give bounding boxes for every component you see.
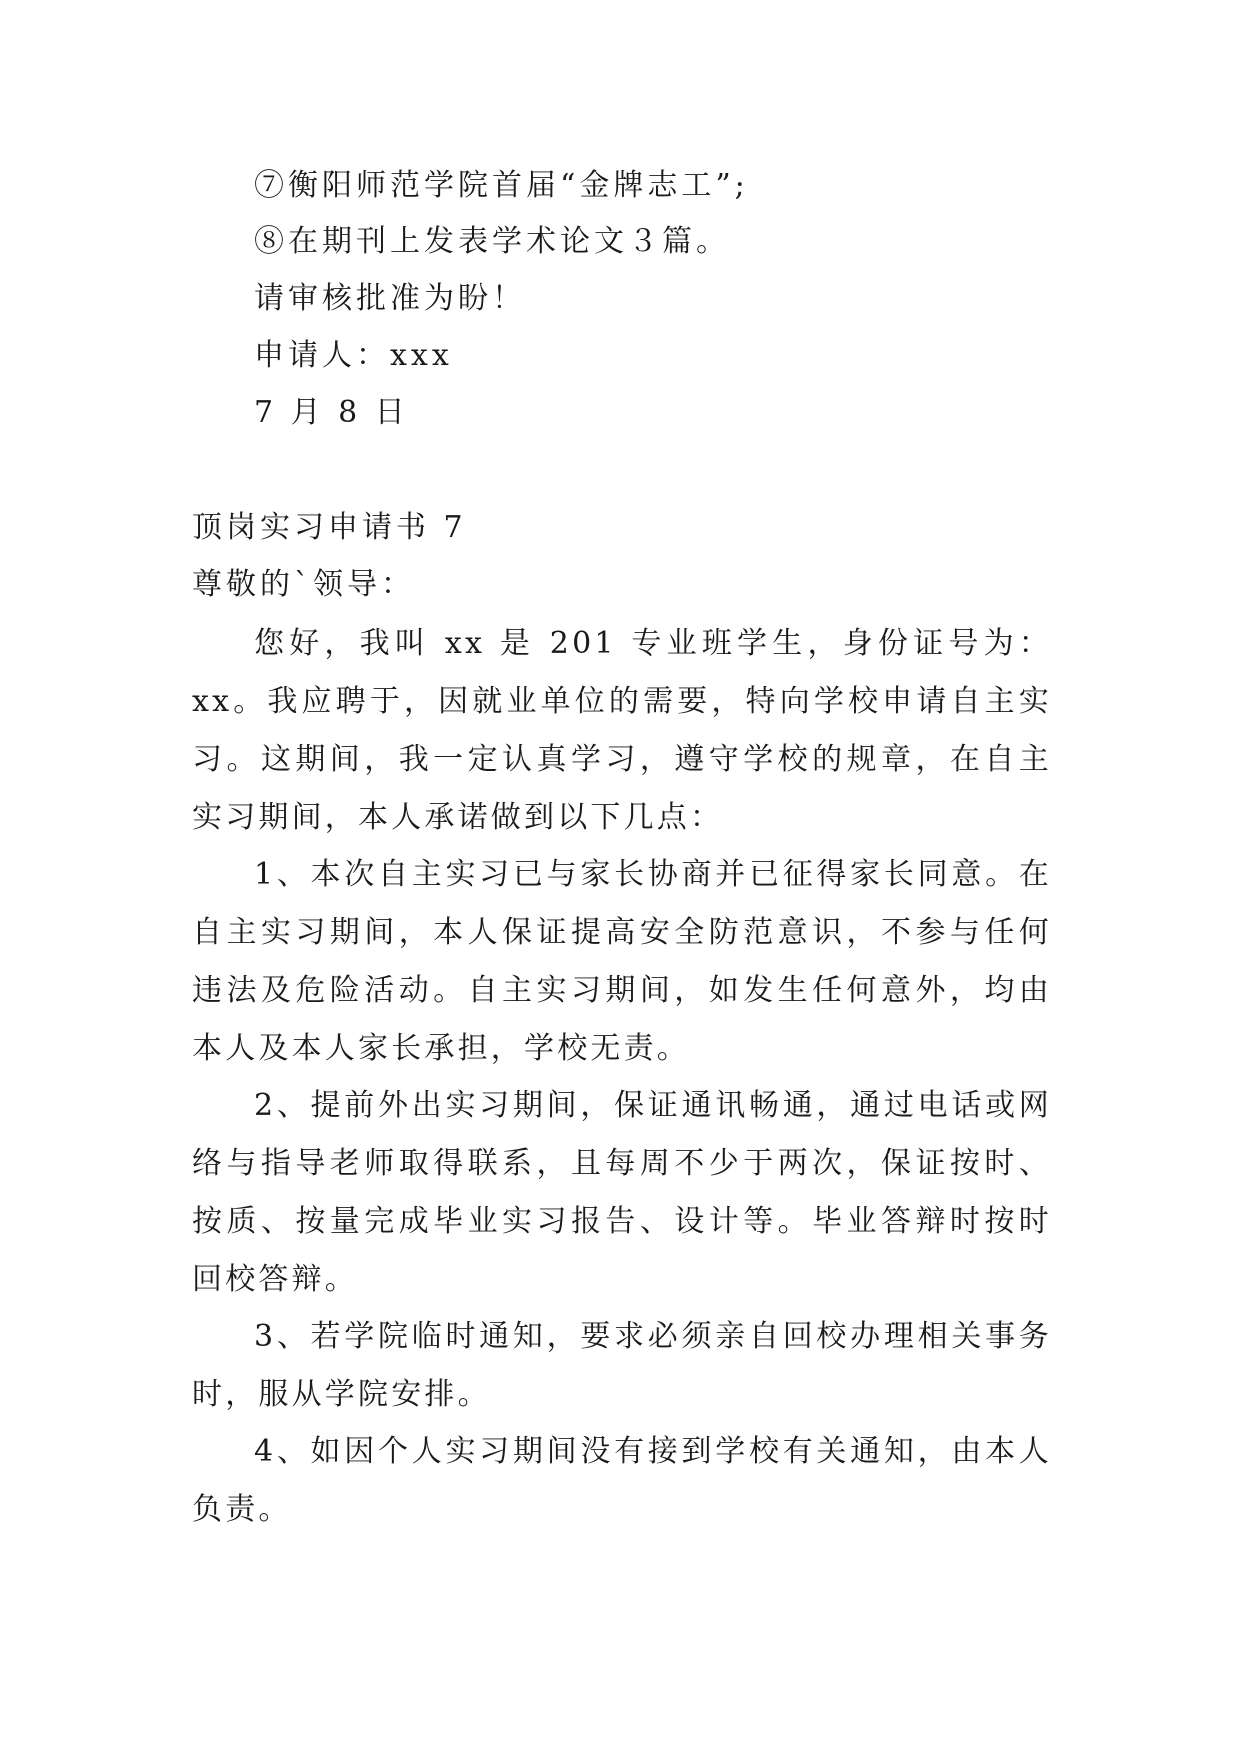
applicant-signature: 申请人：xxx: [254, 338, 453, 373]
paragraph-point-3: 3、若学院临时通知，要求必须亲自回校办理相关事务时，服从学院安排。: [192, 1319, 1052, 1412]
paragraph-intro: 您好，我叫 xx 是 201 专业班学生，身份证号为：xx。我应聘于，因就业单位的需要，特向学校申请自主实习。这期间，我一定认真学习，遵守学校的规章，在自主实习期间，本人承诺做到以下几点：: [192, 626, 1052, 835]
paragraph-point-1: 1、本次自主实习已与家长协商并已征得家长同意。在自主实习期间，本人保证提高安全防范意识，不参与任何违法及危险活动。自主实习期间，如发生任何意外，均由本人及本人家长承担，学校无责。: [192, 857, 1052, 1066]
application-date: 7 月 8 日: [254, 395, 409, 430]
list-item-honor-8: ⑧在期刊上发表学术论文３篇。: [254, 224, 730, 259]
paragraph-point-2: 2、提前外出实习期间，保证通讯畅通，通过电话或网络与指导老师取得联系，且每周不少于两次，保证按时、按质、按量完成毕业实习报告、设计等。毕业答辩时按时回校答辩。: [192, 1088, 1052, 1297]
section-title: 顶岗实习申请书 7: [192, 510, 467, 545]
list-item-honor-7: ⑦衡阳师范学院首届“金牌志工”;: [254, 168, 749, 203]
approval-request: 请审核批准为盼！: [254, 281, 526, 316]
salutation: 尊敬的`领导：: [192, 567, 415, 602]
paragraph-point-4: 4、如因个人实习期间没有接到学校有关通知，由本人负责。: [192, 1434, 1052, 1527]
